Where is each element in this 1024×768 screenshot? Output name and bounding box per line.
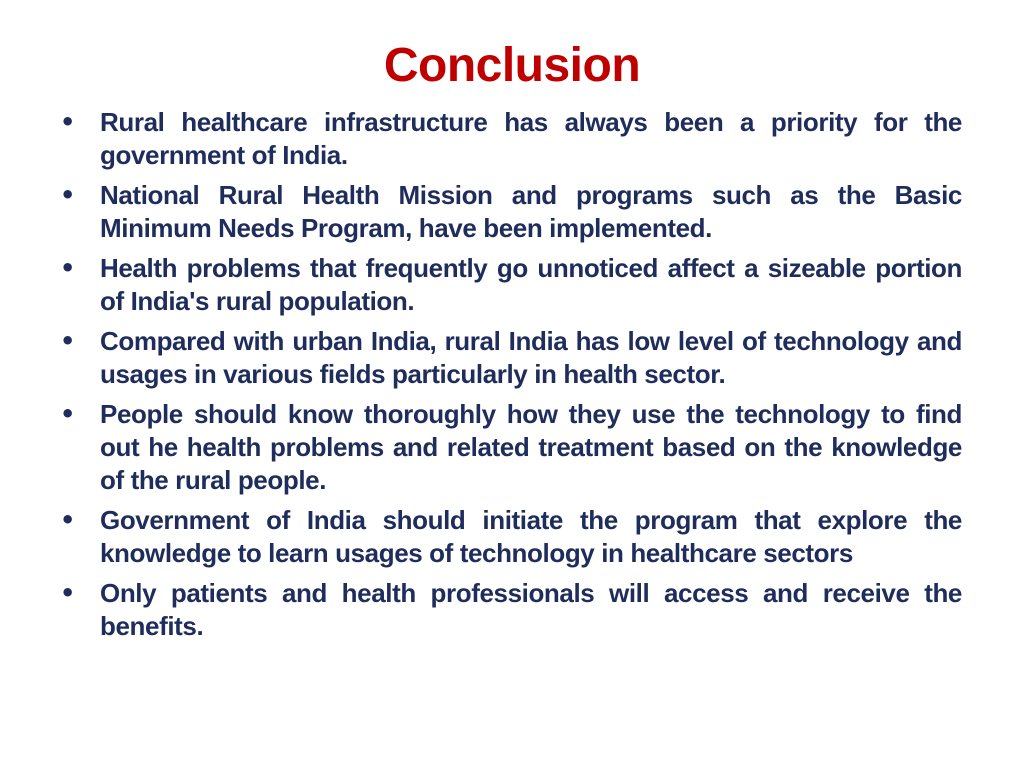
bullet-text: National Rural Health Mission and programs such as the Basic Minimum Needs Program, have been implemented. [100, 180, 962, 243]
bullet-list [60, 106, 962, 650]
bullet-text: Health problems that frequently go unnoticed affect a sizeable portion of India's rural population. [100, 253, 962, 316]
bullet-text: Government of India should initiate the program that explore the knowledge to learn usages of technology in healthcare sectors [100, 505, 962, 568]
bullet-text: Rural healthcare infrastructure has always been a priority for the government of India. [100, 107, 962, 170]
bullet-item [60, 106, 962, 172]
bullet-icon: • [60, 254, 75, 282]
bullet-icon: • [60, 181, 75, 209]
bullet-item [60, 179, 962, 245]
bullet-item [60, 398, 962, 497]
slide-title: Conclusion [383, 39, 641, 92]
bullet-text: Only patients and health professionals will access and receive the benefits. [100, 578, 962, 641]
bullet-icon: • [60, 108, 75, 136]
bullet-icon: • [60, 400, 75, 428]
bullet-item [60, 252, 962, 318]
bullet-text: People should know thoroughly how they use the technology to find out he health problems and related treatment based on the knowledge of the rural people. [100, 399, 962, 495]
bullet-icon: • [60, 327, 75, 355]
bullet-item [60, 325, 962, 391]
bullet-text: Compared with urban India, rural India has low level of technology and usages in various fields particularly in health sector. [100, 326, 962, 389]
bullet-icon: • [60, 506, 75, 534]
bullet-icon: • [60, 579, 75, 607]
bullet-item [60, 577, 962, 643]
bullet-item [60, 504, 962, 570]
